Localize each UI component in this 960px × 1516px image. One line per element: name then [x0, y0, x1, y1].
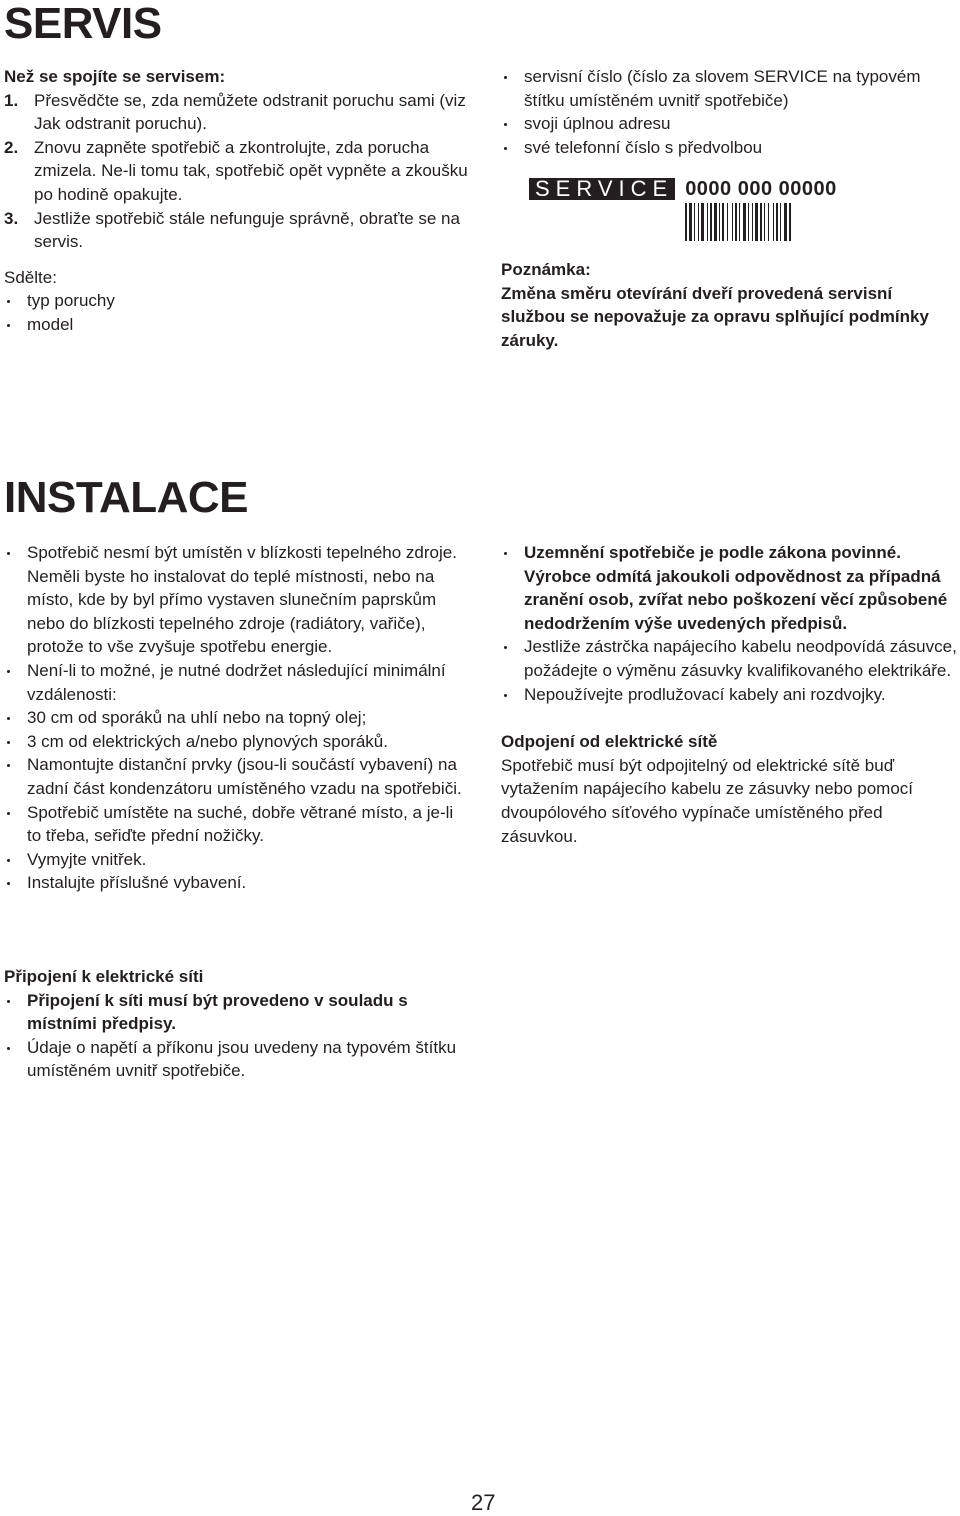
list-item: Nepoužívejte prodlužovací kabely ani rozdvojky.: [501, 683, 960, 707]
connect-section: [4, 965, 464, 1083]
servis-info-list: [501, 65, 956, 159]
service-number: 0000 000 00000: [685, 178, 837, 200]
barcode-bar: [710, 203, 712, 241]
instalace-title: INSTALACE: [4, 473, 249, 522]
list-item: Spotřebič umístěte na suché, dobře větrané místo, a je-li to třeba, seřiďte přední nožičky.: [4, 801, 470, 848]
page-number: 27: [471, 1490, 496, 1515]
barcode-bar: [727, 203, 728, 241]
servis-title: SERVIS: [4, 0, 162, 48]
list-item: Instalujte příslušné vybavení.: [4, 871, 470, 895]
barcode-bar: [773, 203, 774, 241]
barcode-bar: [768, 203, 769, 241]
barcode-bar: [760, 203, 762, 241]
connect-heading: Připojení k elektrické síti: [4, 967, 204, 986]
instalace-right-list: [501, 541, 960, 706]
barcode-bar: [784, 203, 787, 241]
barcode-bar: [743, 203, 746, 241]
list-item: 30 cm od sporáků na uhlí nebo na topný olej;: [4, 706, 470, 730]
barcode-bar: [780, 203, 781, 241]
servis-steps-list: [4, 89, 474, 254]
note-heading: Poznámka:: [501, 260, 591, 279]
disconnect-text: Spotřebič musí být odpojitelný od elektrické sítě buď vytažením napájecího kabelu ze zásuvky nebo pomocí dvoupólového síťového vypínače umístěného před zásuvkou.: [501, 755, 914, 846]
servis-step: 3. Jestliže spotřebič stále nefunguje správně, obraťte se na servis.: [4, 208, 460, 252]
list-item: své telefonní číslo s předvolbou: [501, 136, 956, 160]
list-item: model: [4, 313, 474, 337]
barcode-bar: [764, 203, 765, 241]
list-item: Namontujte distanční prvky (jsou-li součástí vybavení) na zadní část kondenzátoru umístěného vzadu na spotřebiči.: [4, 753, 470, 800]
barcode-bar: [735, 203, 737, 241]
barcode-bar: [694, 203, 695, 241]
servis-step: 1. Přesvědčte se, zda nemůžete odstranit poruchu sami (viz Jak odstranit poruchu).: [4, 90, 466, 134]
barcode-bar: [732, 203, 733, 241]
note-text: Změna směru otevírání dveří provedená servisní službou se nepovažuje za opravu splňující podmínky záruky.: [501, 283, 929, 350]
servis-tell-list: [4, 289, 474, 336]
list-item: Vymyjte vnitřek.: [4, 848, 470, 872]
servis-note: [501, 258, 957, 352]
servis-tell-heading: Sdělte:: [4, 267, 57, 287]
list-item: 3 cm od elektrických a/nebo plynových sporáků.: [4, 730, 470, 754]
barcode-bar: [714, 203, 717, 241]
instalace-right-column: [501, 541, 960, 848]
barcode-bar: [719, 203, 720, 241]
barcode-bar: [722, 203, 724, 241]
list-item: Připojení k síti musí být provedeno v souladu s místními předpisy.: [4, 989, 464, 1036]
barcode-bar: [748, 203, 749, 241]
list-item: typ poruchy: [4, 289, 474, 313]
disconnect-heading: Odpojení od elektrické sítě: [501, 732, 718, 752]
list-item: Uzemnění spotřebiče je podle zákona povinné. Výrobce odmítá jakoukoli odpovědnost za případná zranění osob, zvířat nebo poškození věcí způsobené nedodržením výše uvedených předpisů.: [501, 541, 960, 635]
barcode-bar: [698, 203, 699, 241]
servis-right-column: [501, 65, 956, 159]
barcode-bar: [689, 203, 692, 241]
barcode-bar: [755, 203, 758, 241]
service-word: SERVICE: [529, 178, 675, 200]
list-item: Údaje o napětí a příkonu jsou uvedeny na typovém štítku umístěném uvnitř spotřebiče.: [4, 1036, 464, 1083]
servis-left-column: [4, 65, 474, 337]
barcode-bar: [776, 203, 778, 241]
barcode-bar: [739, 203, 740, 241]
list-item: Jestliže zástrčka napájecího kabelu neodpovídá zásuvce, požádejte o výměnu zásuvky kvalifikovaného elektrikáře.: [501, 635, 960, 682]
barcode-image: [685, 203, 837, 241]
barcode-bar: [685, 203, 687, 241]
barcode-bar: [752, 203, 753, 241]
barcode-bar: [789, 203, 791, 241]
list-item: Spotřebič nesmí být umístěn v blízkosti tepelného zdroje. Neměli byste ho instalovat do teplé místnosti, nebo na místo, kde by byl přímo vystaven slunečním paprskům nebo do blízkosti tepelného zdroje (radiátory, vařiče), protože to vše zvyšuje spotřebu energie.: [4, 541, 470, 659]
servis-step: 2. Znovu zapněte spotřebič a zkontrolujte, zda porucha zmizela. Ne-li tomu tak, spotřebič opět vypněte a zkoušku po hodině opakujte.: [4, 137, 468, 204]
barcode-bar: [707, 203, 708, 241]
barcode-bar: [701, 203, 704, 241]
instalace-left-list: [4, 541, 470, 895]
connect-list: [4, 989, 464, 1083]
list-item: Není-li to možné, je nutné dodržet následující minimální vzdálenosti:: [4, 659, 470, 706]
instalace-left-column: [4, 541, 470, 895]
service-label: [529, 178, 837, 241]
servis-intro-heading: Než se spojíte se servisem:: [4, 67, 226, 86]
list-item: svoji úplnou adresu: [501, 112, 956, 136]
list-item: servisní číslo (číslo za slovem SERVICE na typovém štítku umístěném uvnitř spotřebiče): [501, 65, 956, 112]
